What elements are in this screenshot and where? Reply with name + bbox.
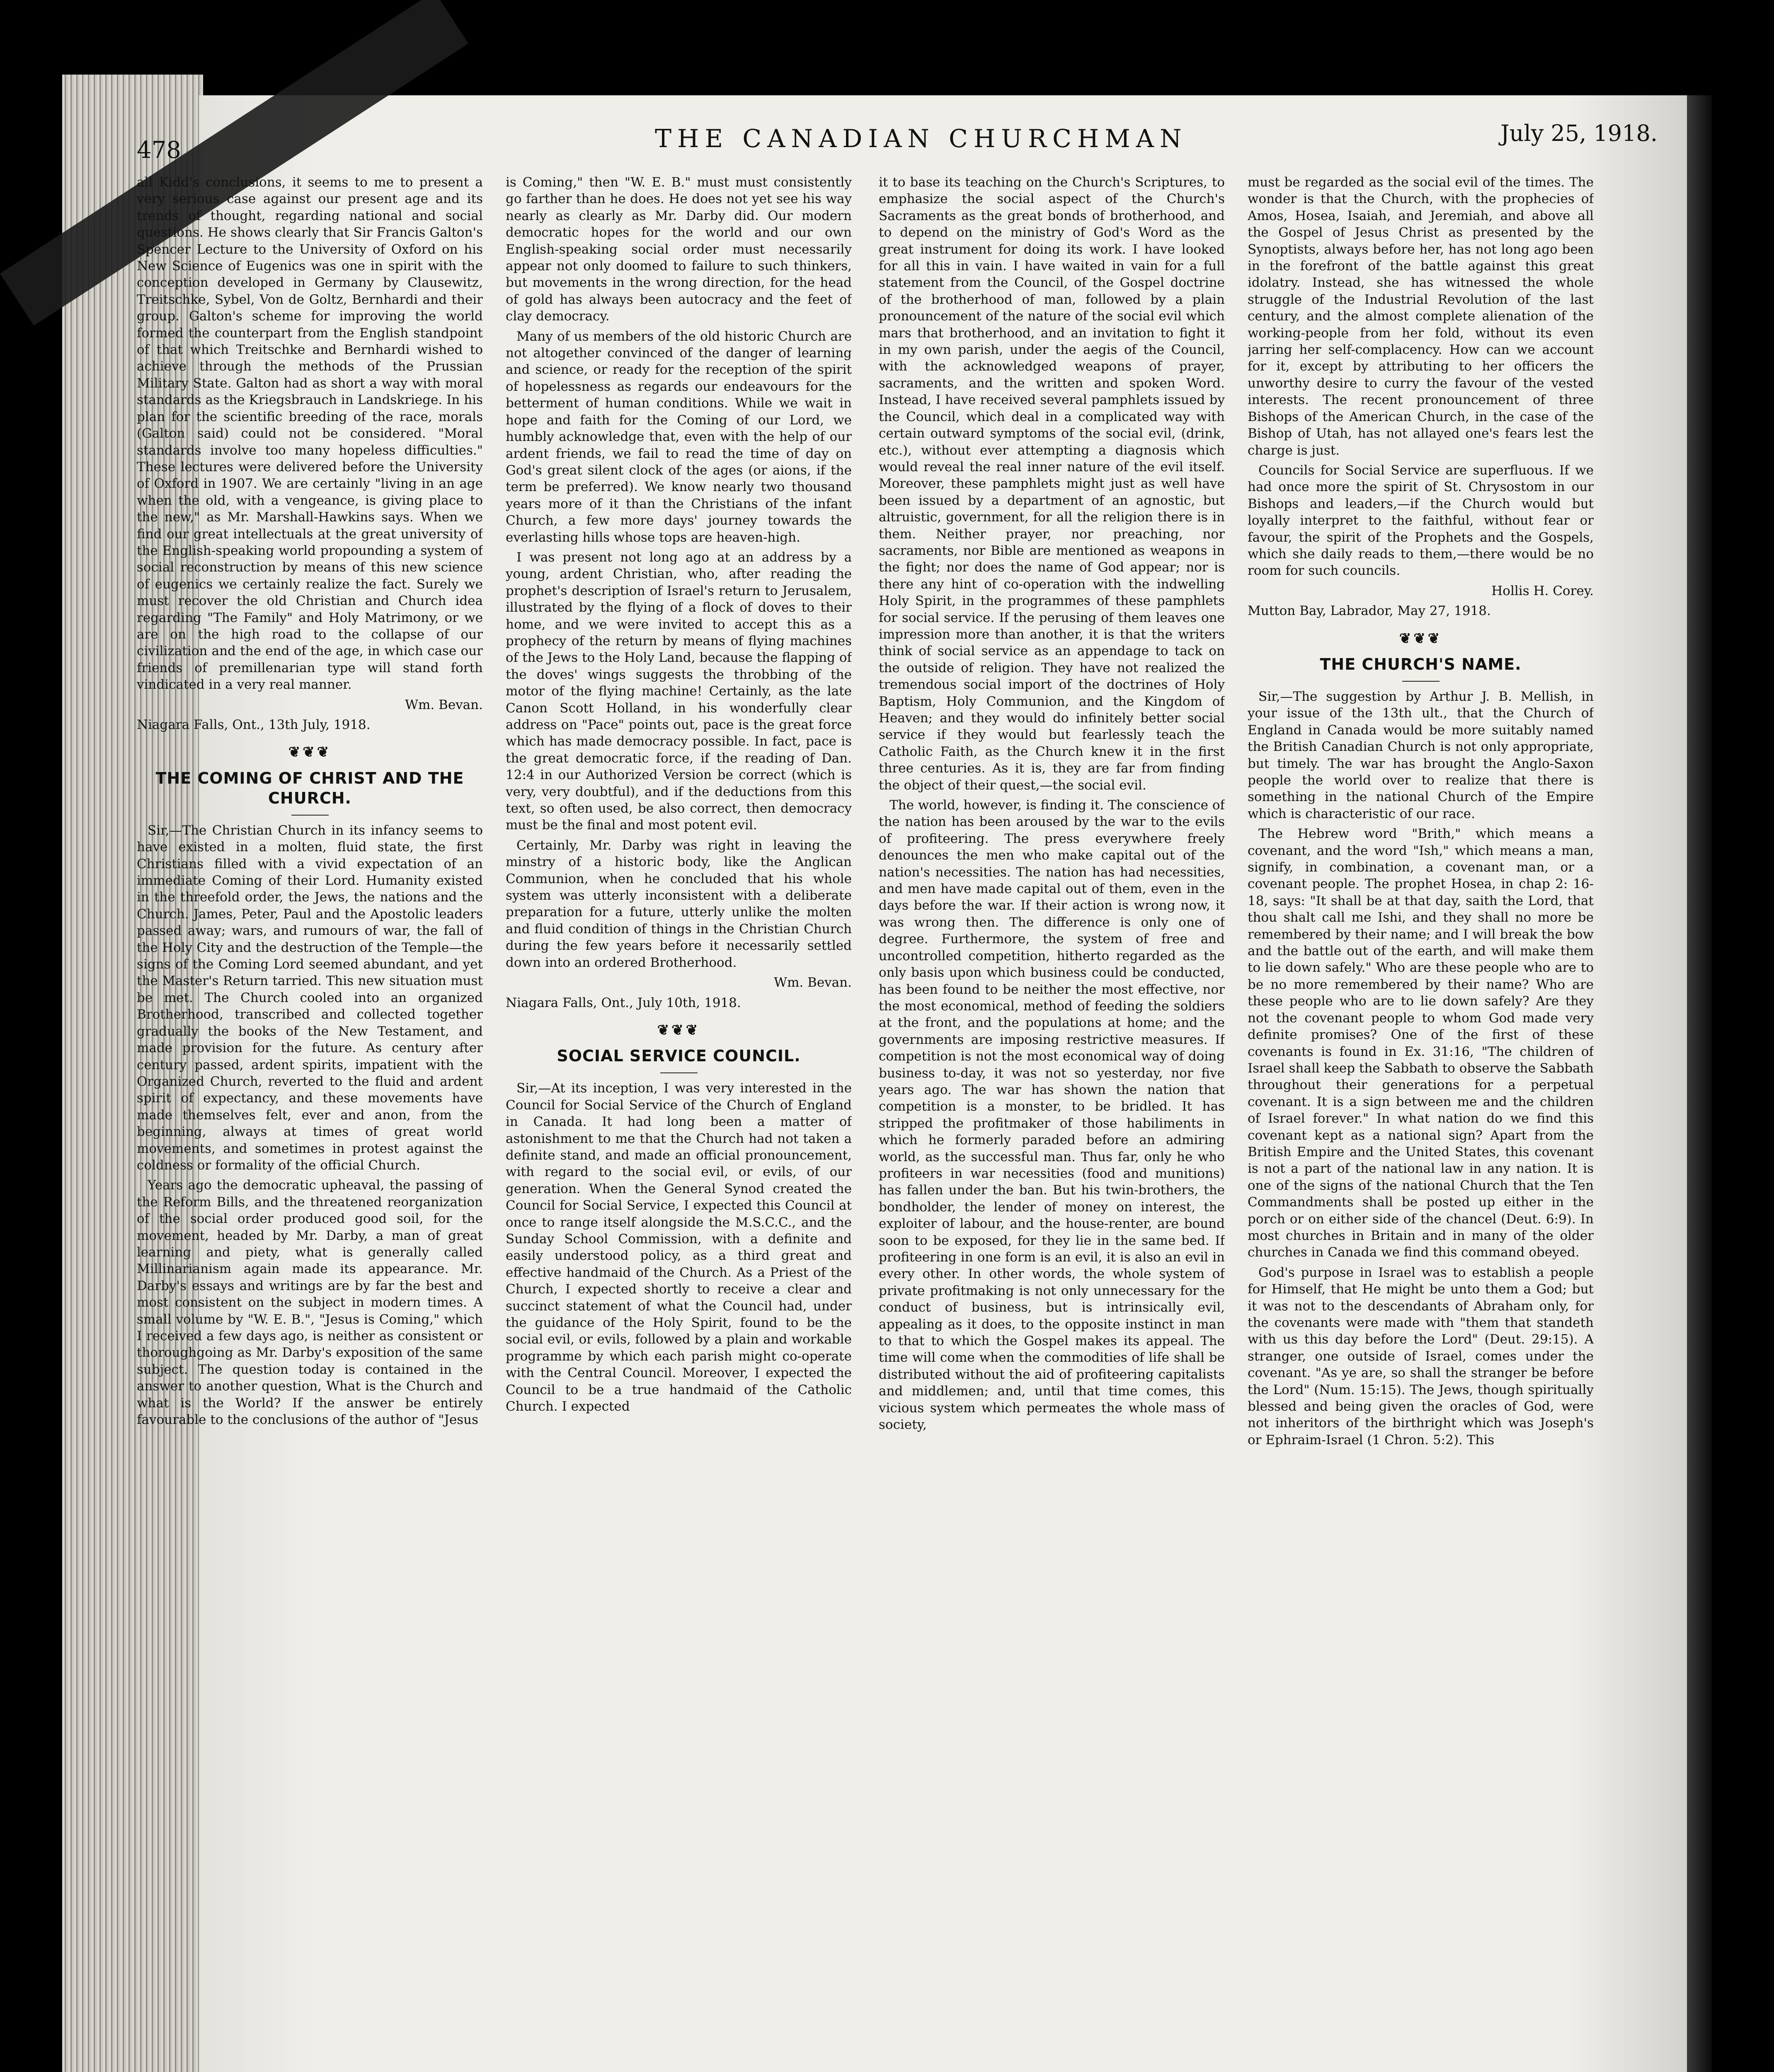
paragraph: Councils for Social Service are superfluous. If we had once more the spirit of St. Chrysostom in our Bishops and leaders,—if the Church would but loyally interpret to the faithful, without fear or favour, the spirit of the Prophets and the Gospels, which she daily reads to them,—there would be no room for such councils. (1248, 462, 1594, 579)
paragraph: Sir,—The suggestion by Arthur J. B. Mellish, in your issue of the 13th ult., that the Church of England in Canada would be more suitably named the British Canadian Church is not only appropriate, but timely. The war has brought the Anglo-Saxon people the world over to realize that there is something in the national Church of the Empire which is characteristic of our race. (1248, 689, 1594, 821)
paragraph: Certainly, Mr. Darby was right in leaving the minstry of a historic body, like the Anglican Communion, when he concluded that his whole system was utterly inconsistent with a deliberate preparation for a future, utterly unlike the molten and fluid condition of things in the Christian Church during the few years before it necessarily settled down into an ordered Brotherhood. (506, 838, 852, 970)
signature: Hollis H. Corey. (1491, 583, 1594, 598)
heading-rule (291, 815, 329, 816)
issue-date: July 25, 1918. (1500, 120, 1658, 146)
section-ornament: ❦❦❦ (288, 744, 332, 761)
section-ornament: ❦❦❦ (1399, 630, 1442, 647)
paragraph: it to base its teaching on the Church's Scriptures, to emphasize the social aspect of the Church's Sacraments as the great bonds of brotherhood, and to depend on the ministry of God's Word as the great instrument for doing its work. I have looked for all this in vain. I have waited in vain for a full statement from the Council, of the Gospel doctrine of the brotherhood of man, followed by a plain pronouncement of the nature of the social evil which mars that brotherhood, and an invitation to fight it in my own parish, under the aegis of the Council, with the acknowledged weapons of prayer, sacraments, and the written and spoken Word. Instead, I have received several pamphlets issued by the Council, which deal in a complicated way with certain outward symptoms of the social evil, (drink, etc.), without ever attempting a diagnosis which would reveal the real inner nature of the evil itself. Moreover, these pamphlets might just as well have been issued by a department of an agnostic, but altruistic, government, for all the religion there is in them. Neither prayer, nor preaching, nor sacraments, nor Bible are mentioned as weapons in the fight; nor does the name of God appear; nor is there any hint of co-operation with the indwelling Holy Spirit, in the programmes of these pamphlets for social service. If the perusing of them leaves one impression more than another, it is that the writers think of social service as an appendage to tack on the outside of religion. They have not realized the tremendous social import of the doctrines of Holy Baptism, Holy Communion, and the Kingdom of Heaven; and they would do infinitely better social service if they would but fearlessly teach the Catholic Faith, as the Church knew it in the first three centuries. As it is, they are far from finding the object of their quest,—the social evil. (879, 175, 1225, 793)
signature: Wm. Bevan. (405, 697, 483, 712)
column-3 (879, 174, 1225, 2072)
dateline: Niagara Falls, Ont., July 10th, 1918. (506, 995, 741, 1010)
dateline: Mutton Bay, Labrador, May 27, 1918. (1248, 603, 1491, 619)
article-heading: SOCIAL SERVICE COUNCIL. (557, 1047, 801, 1065)
article-heading: THE CHURCH'S NAME. (1320, 655, 1522, 673)
signature: Wm. Bevan. (774, 975, 852, 990)
paragraph: The Hebrew word "Brith," which means a covenant, and the word "Ish," which means a man, signify, in combination, a covenant man, or a covenant people. The prophet Hosea, in chap 2: 16-18, says: "It shall be at that day, saith the Lord, that thou shalt call me Ishi, and they shall no more be remembered by their name; and I will break the bow and the battle out of the earth, and will make them to lie down safely." Who are these people who are to be no more remembered by their name? Who are these people who are to lie down safely? Are they not the covenant people to whom God made very definite promises? One of the first of these covenants is found in Ex. 31:16, "The children of Israel shall keep the Sabbath to observe the Sabbath throughout their generations for a perpetual covenant. It is a sign between me and the children of Israel forever." In what nation do we find this covenant kept as a national sign? Apart from the British Empire and the United States, this covenant is not a part of the national law in any nation. It is one of the signs of the national Church that the Ten Commandments shall be posted up either in the porch or on either side of the chancel (Deut. 6:9). In most churches in Britain and in many of the older churches in Canada we find this command obeyed. (1248, 826, 1594, 1260)
paragraph: Years ago the democratic upheaval, the passing of the Reform Bills, and the threatened reorganization of the social order produced good soil, for the movement, headed by Mr. Darby, a man of great learning and piety, what is generally called Millinarianism again made its appearance. Mr. Darby's essays and writings are by far the best and most consistent on the subject in modern times. A small volume by "W. E. B.", "Jesus is Coming," which I received a few days ago, is neither as consistent or thoroughgoing as Mr. Darby's exposition of the same subject. The question today is contained in the answer to another question, What is the Church and what is the World? If the answer be entirely favourable to the conclusions of the author of "Jesus (137, 1178, 483, 1428)
paragraph: Sir,—The Christian Church in its infancy seems to have existed in a molten, fluid state, the first Christians filled with a vivid expectation of an immediate Coming of their Lord. Humanity existed in the threefold order, the Jews, the nations and the Church. James, Peter, Paul and the Apostolic leaders passed away; wars, and rumours of war, the fall of the Holy City and the destruction of the Temple—the signs of the Coming Lord seemed abundant, and yet the Master's Return tarried. This new situation must be met. The Church cooled into an organized Brotherhood, transcribed and collected together gradually the books of the New Testament, and made provision for the future. As century after century passed, ardent spirits, impatient with the Organized Church, reverted to the fluid and ardent spirit of expectancy, and these movements have made themselves felt, ever and anon, from the beginning, always at times of great world movements, and sometimes in protest against the coldness or formality of the official Church. (137, 823, 483, 1173)
paragraph: The world, however, is finding it. The conscience of the nation has been aroused by the war to the evils of profiteering. The press everywhere freely denounces the men who make capital out of the nation's necessities. The nation has had necessities, and men have made capital out of them, even in the days before the war. If their action is wrong now, it was wrong then. The difference is only one of degree. Furthermore, the system of free and uncontrolled competition, hitherto regarded as the only basis upon which business could be conducted, has been found to be neither the most effective, nor the most economical, method of feeding the soldiers at the front, and the populations at home; and the governments are imposing restrictive measures. If competition is not the most economical way of doing business to-day, it was not so yesterday, nor five years ago. The war has shown the nation that competition is a monster, to be bridled. It has stripped the profitmaker of those habiliments in which he formerly paraded before an admiring world, as the successful man. Thus far, only he who profiteers in war necessities (food and munitions) has fallen under the ban. But his twin-brothers, the bondholder, the lender of money on interest, the exploiter of labour, and the house-renter, are bound soon to be exposed, for they lie in the same bed. If profiteering in one form is an evil, it is also an evil in every other. In other words, the whole system of private profitmaking is not only unnecessary for the conduct of business, but is intrinsically evil, appealing as it does, to the opposite instinct in man to that to which the Gospel makes its appeal. The time will come when the commodities of life shall be distributed without the aid of profiteering capitalists and middlemen; and, until that time comes, this vicious system which permeates the whole mass of society, (879, 798, 1225, 1433)
heading-rule (1402, 681, 1440, 682)
column-2 (506, 174, 852, 2072)
column-4 (1248, 174, 1594, 2072)
book-scan (62, 0, 1712, 2072)
paragraph: God's purpose in Israel was to establish a people for Himself, that He might be unto them a God; but it was not to the descendants of Abraham only, for the covenants were made with "them that standeth with us this day before the Lord" (Deut. 29:15). A stranger, one outside of Israel, comes under the covenant. "As ye are, so shall the stranger be before the Lord" (Num. 15:15). The Jews, though spiritually blessed and being given the oracles of God, were not inheritors of the birthright which was Joseph's or Ephraim-Israel (1 Chron. 5:2). This (1248, 1265, 1594, 1447)
column-1 (137, 174, 483, 2072)
paragraph: I was present not long ago at an address by a young, ardent Christian, who, after reading the prophet's description of Israel's return to Jerusalem, illustrated by the flying of a flock of doves to their home, and we were invited to accept this as a prophecy of the return by means of flying machines of the Jews to the Holy Land, because the flapping of the doves' wings suggests the throbbing of the motor of the flying machine! Certainly, as the late Canon Scott Holland, in his wonderfully clear address on "Pace" points out, pace is the great force which has made democracy possible. In fact, pace is the great democratic force, if the reading of Dan. 12:4 in our Authorized Version be correct (which is very, very doubtful), and if the deductions from this text, so often used, be also correct, then democracy must be the final and most potent evil. (506, 549, 852, 833)
paragraph: Many of us members of the old historic Church are not altogether convinced of the danger of learning and science, or ready for the reception of the spirit of hopelessness as regards our endeavours for the betterment of human conditions. While we wait in hope and faith for the Coming of our Lord, we humbly acknowledge that, even with the help of our ardent friends, we fail to read the time of day on God's great silent clock of the ages (or aions, if the term be preferred). We know nearly two thousand years more of it than the Christians of the infant Church, a few more days' journey towards the everlasting hills whose tops are heaven-high. (506, 329, 852, 545)
paragraph: Sir,—At its inception, I was very interested in the Council for Social Service of the Church of England in Canada. It had long been a matter of astonishment to me that the Church had not taken a definite stand, and made an official pronouncement, with regard to the social evil, or evils, of our generation. When the General Synod created the Council for Social Service, I expected this Council at once to range itself alongside the M.S.C.C., and the Sunday School Commission, with a definite and easily understood policy, as a third great and effective handmaid of the Church. As a Priest of the Church, I expected shortly to receive a clear and succinct statement of what the Council had, under the guidance of the Holy Spirit, found to be the social evil, or evils, followed by a plain and workable programme by which each parish might co-operate with the Central Council. Moreover, I expected the Council to be a true handmaid of the Catholic Church. I expected (506, 1081, 852, 1414)
section-ornament: ❦❦❦ (657, 1021, 700, 1038)
paragraph: must be regarded as the social evil of the times. The wonder is that the Church, with the prophecies of Amos, Hosea, Isaiah, and Jeremiah, and above all the Gospel of Jesus Christ as presented by the Synoptists, always before her, has not long ago been in the forefront of the battle against this great idolatry. Instead, she has witnessed the whole struggle of the Industrial Revolution of the last century, and the almost complete alienation of the working-people from her fold, without its even jarring her self-complacency. How can we account for it, except by attributing to her officers the unworthy desire to curry the favour of the vested interests. The recent pronouncement of three Bishops of the American Church, in the case of the Bishop of Utah, has not allayed one's fears lest the charge is just. (1248, 175, 1594, 458)
paragraph: is Coming," then "W. E. B." must must consistently go farther than he does. He does not yet see his way nearly as clearly as Mr. Darby did. Our modern democratic hopes for the world and our own English-speaking social order must necessarily appear not only doomed to failure to such thinkers, but movements in the wrong direction, for the head of gold has always been autocracy and the feet of clay democracy. (506, 175, 852, 324)
page-header (62, 0, 1712, 164)
article-heading: THE COMING OF CHRIST AND THE CHURCH. (155, 769, 464, 807)
running-head: THE CANADIAN CHURCHMAN (655, 124, 1188, 153)
heading-rule (660, 1072, 698, 1073)
page-number: 478 (137, 137, 181, 164)
page-gutter-shadow (1687, 95, 1712, 2072)
dateline: Niagara Falls, Ont., 13th July, 1918. (137, 717, 371, 732)
paragraph: all Kidd's conclusions, it seems to me to present a very serious case against our present age and its trends of thought, regarding national and social questions. He shows clearly that Sir Francis Galton's Spencer Lecture to the University of Oxford on his New Science of Eugenics was one in spirit with the conception developed in Germany by Clausewitz, Treitschke, Sybel, Von de Goltz, Bernhardi and their group. Galton's scheme for improving the world formed the counterpart from the English standpoint of that which Treitschke and Bernhardi wished to achieve through the methods of the Prussian Military State. Galton had as short a way with moral standards as the Kriegsbrauch in Landskriege. In his plan for the scientific breeding of the race, morals (Galton said) could not be considered. "Moral standards involve too many hopeless difficulties." These lectures were delivered before the University of Oxford in 1907. We are certainly "living in an age when the old, with a vengeance, is giving place to the new," as Mr. Marshall-Hawkins says. When we find our great intellectuals at the great university of the English-speaking world propounding a system of social reconstruction by means of this new science of eugenics we certainly realize the fact. Surely we must recover the old Christian and Church idea regarding "The Family" and Holy Matrimony, or we are on the high road to the collapse of our civilization and the end of the age, in which case our friends of premillenarian type will stand forth vindicated in a very real manner. (137, 175, 483, 692)
